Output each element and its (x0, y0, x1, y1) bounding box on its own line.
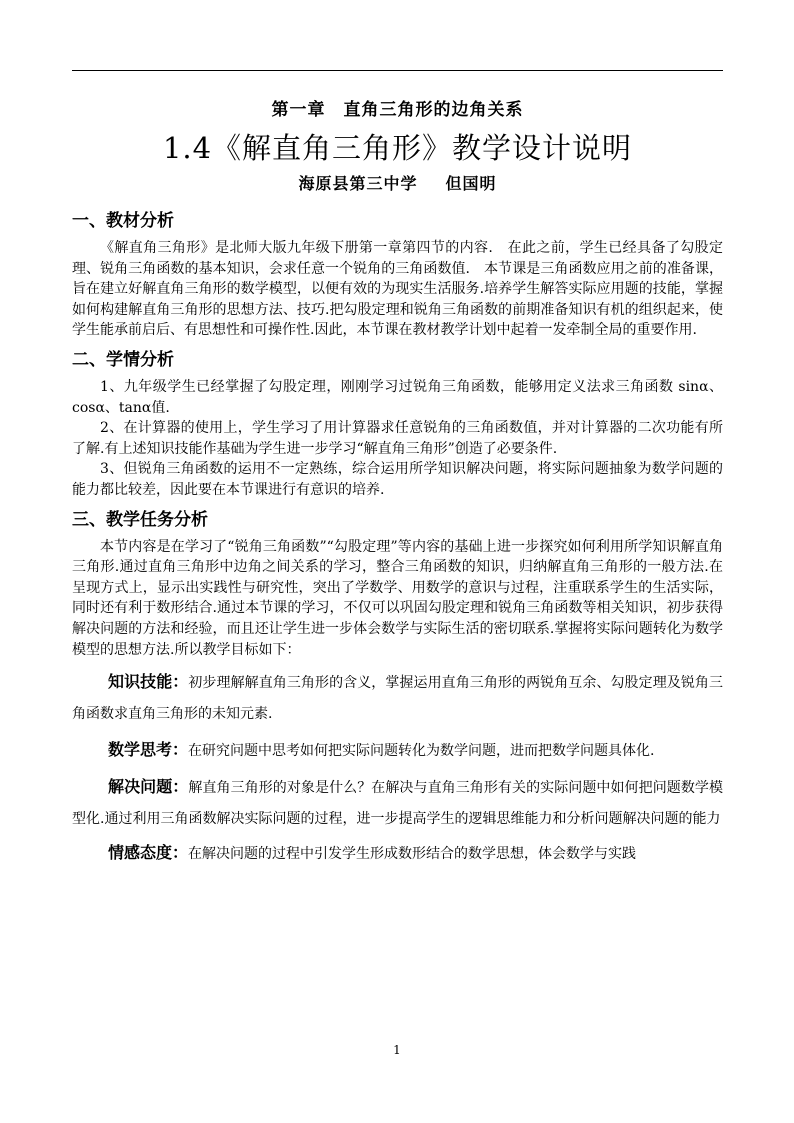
author-name: 但国明 (445, 174, 497, 193)
objective-label: 情感态度： (108, 843, 189, 863)
paragraph: 2、在计算器的使用上，学生学习了用计算器求任意锐角的三角函数值，并对计算器的二次功能有所了解.有上述知识技能作基础为学生进一步学习“解直角三角形”创造了必要条件. (72, 420, 723, 457)
objective-label: 解决问题： (108, 777, 189, 797)
paragraph: 本节内容是在学习了“锐角三角函数”“勾股定理”等内容的基础上进一步探究如何利用所学知识解直角三角形.通过直角三角形中边角之间关系的学习，整合三角函数的知识，归纳解直角三角形的一般方法.在呈现方式上，显示出实践性与研究性，突出了学数学、用数学的意识与过程，注重联系学生的生活实际，同时还有利于数形结合.通过本节课的学习，不仅可以巩固勾股定理和锐角三角函数等相关知识，初步获得解决问题的方法和经验，而且还让学生进一步体会数学与实际生活的密切联系.掌握将实际问题转化为数学模型的思想方法.所以教学目标如下： (72, 538, 723, 658)
objective-label: 数学思考： (108, 740, 189, 760)
objective-text: 解直角三角形的对象是什么？在解决与直角三角形有关的实际问题中如何把问题数学模型化.通过利用三角函数解决实际问题的过程，进一步提高学生的逻辑思维能力和分析问题解决问题的能力 (72, 780, 723, 828)
objective-item (72, 666, 723, 730)
objective-item (72, 837, 723, 870)
author-line (72, 170, 723, 198)
section-heading: 二、学情分析 (72, 349, 174, 370)
document-title: 1.4《解直角三角形》教学设计说明 (162, 131, 633, 165)
objective-item (72, 771, 723, 835)
objective-text: 在解决问题的过程中引发学生形成数形结合的数学思想，体会数学与实践 (188, 846, 637, 863)
objective-label: 知识技能： (108, 672, 189, 692)
objective-text: 初步理解解直角三角形的含义，掌握运用直角三角形的两锐角互余、勾股定理及锐角三角函数求直角三角形的未知元素. (72, 675, 723, 723)
section-heading: 三、教学任务分析 (72, 509, 208, 530)
objective-text: 在研究问题中思考如何把实际问题转化为数学问题，进而把数学问题具体化. (188, 743, 655, 760)
author-school: 海原县第三中学 (298, 174, 418, 193)
paragraph: 1、九年级学生已经掌握了勾股定理，刚刚学习过锐角三角函数，能够用定义法求三角函数 sinα、cosα、tanα值. (72, 378, 723, 416)
paragraph: 《解直角三角形》是北师大版九年级下册第一章第四节的内容. 在此之前，学生已经具备了勾股定理、锐角三角函数的基本知识，会求任意一个锐角的三角函数值. 本节课是三角函数应用之前的准备课，旨在建立好解直角三角形的数学模型，以便有效的为现实生活服务.培养学生解答实际应用题的技能，掌握如何构建解直角三角形的思想方法、技巧.把勾股定理和锐角三角函数的前期准备知识有机的组织起来，使学生能承前启后、有思想性和可操作性.因此，本节课在教材教学计划中起着一发牵制全局的重要作用. (72, 240, 723, 339)
paragraph: 3、但锐角三角函数的运用不一定熟练，综合运用所学知识解决问题，将实际问题抽象为数学问题的能力都比较差，因此要在本节课进行有意识的培养. (72, 461, 723, 498)
page-number: 1 (393, 1043, 401, 1057)
header-rule (72, 70, 723, 71)
chapter-title: 第一章 直角三角形的边角关系 (271, 100, 524, 120)
section-heading: 一、教材分析 (72, 211, 174, 231)
objective-item (72, 734, 723, 767)
document-page (72, 96, 723, 870)
